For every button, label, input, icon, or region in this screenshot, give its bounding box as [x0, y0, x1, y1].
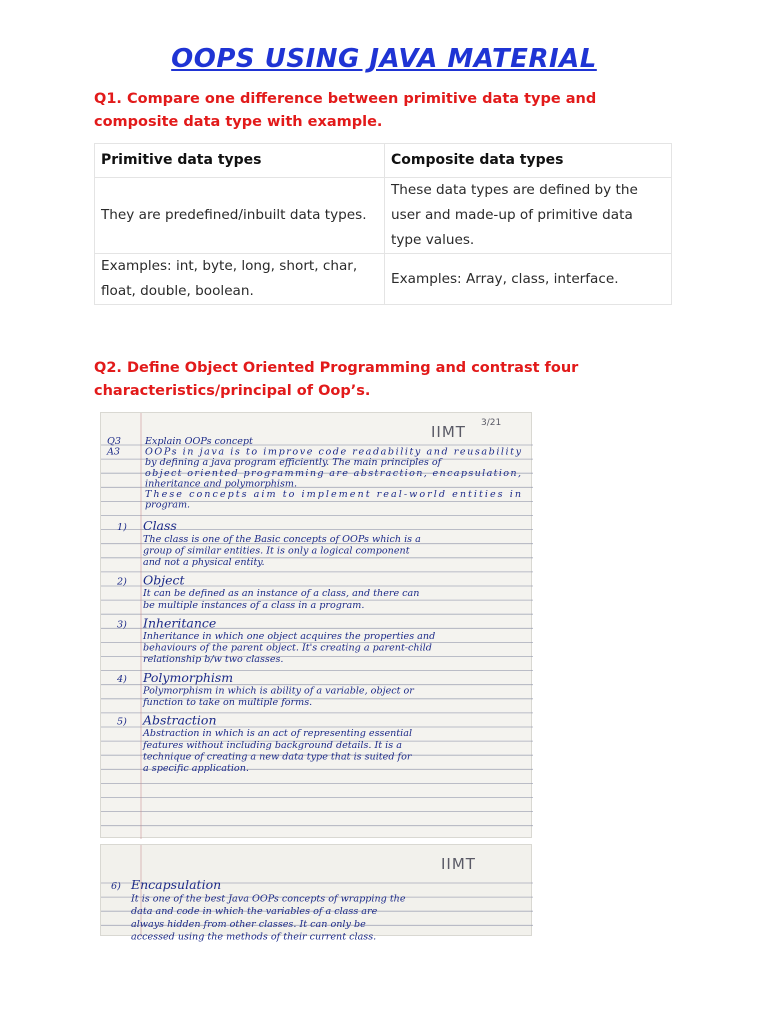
handwritten-line: Polymorphism in which is ability of a variable, object or — [143, 685, 414, 697]
handwritten-line: always hidden from other classes. It can only be — [131, 918, 366, 930]
table-cell: These data types are defined by the user and made-up of primitive data type values. — [385, 178, 672, 254]
comparison-table — [94, 143, 672, 305]
section-number: 6) — [111, 881, 121, 892]
table-row — [95, 178, 672, 254]
handwritten-line: a specific application. — [143, 763, 249, 774]
handwritten-line: data and code in which the variables of a class are — [131, 906, 378, 918]
handwritten-notes-image-2 — [100, 844, 532, 943]
question-1: Q1. Compare one difference between primitive data type and composite data type with example. — [94, 91, 597, 130]
section-heading: Encapsulation — [131, 877, 222, 892]
question-label: Q3 — [107, 436, 121, 447]
handwritten-notes-image-1 — [100, 412, 532, 838]
section-number: 4) — [117, 673, 127, 685]
handwritten-line: These concepts aim to implement real-world entities in — [145, 489, 522, 500]
section-number: 1) — [117, 522, 127, 534]
page-number: 3/21 — [481, 418, 502, 428]
table-cell: Examples: int, byte, long, short, char, float, double, boolean. — [95, 254, 385, 305]
section-heading: Abstraction — [143, 712, 217, 728]
question-text: Explain OOPs concept — [145, 436, 253, 447]
answer-label: A3 — [107, 446, 121, 458]
table-header-primitive: Primitive data types — [95, 144, 385, 178]
section-heading: Class — [143, 518, 177, 534]
document-title: OOPS USING JAVA MATERIAL — [171, 44, 597, 74]
section-heading: Object — [143, 572, 185, 588]
handwritten-line: program. — [145, 499, 191, 511]
notebook-page-2 — [101, 845, 533, 943]
handwritten-line: function to take on multiple forms. — [143, 697, 313, 708]
handwritten-line: group of similar entities. It is only a logical component — [143, 545, 410, 557]
handwritten-line: The class is one of the Basic concepts of OOPs which is a — [143, 533, 421, 545]
handwritten-line: accessed using the methods of their current class. — [131, 931, 377, 943]
handwritten-line: features without including background details. It is a — [143, 739, 402, 751]
question-2: Q2. Define Object Oriented Programming and contrast four characteristics/principal of Oop’s. — [94, 360, 579, 399]
section-heading: Polymorphism — [143, 669, 234, 685]
handwritten-line: Abstraction in which is an act of representing essential — [143, 728, 413, 740]
table-cell: Examples: Array, class, interface. — [385, 254, 672, 305]
handwritten-line: Inheritance in which one object acquires the properties and — [143, 631, 436, 642]
handwritten-line: inheritance and polymorphism. — [145, 478, 298, 490]
handwritten-line: by defining a java program efficiently. The main principles of — [145, 457, 442, 469]
section-heading: Inheritance — [143, 615, 217, 631]
handwritten-line: OOPs in java is to improve code readability and reusability — [145, 446, 521, 458]
handwritten-line: It is one of the best Java OOPs concepts of wrapping the — [131, 893, 406, 905]
table-header-composite: Composite data types — [385, 144, 672, 178]
brand-logo-text: IIMT — [441, 855, 476, 873]
notebook-page-1 — [101, 413, 533, 839]
section-number: 2) — [117, 576, 127, 588]
handwritten-line: relationship b/w two classes. — [143, 654, 284, 666]
handwritten-line: and not a physical entity. — [143, 557, 265, 568]
table-row — [95, 254, 672, 305]
handwritten-line: technique of creating a new data type that is suited for — [143, 751, 412, 763]
section-number: 3) — [117, 619, 127, 631]
table-cell: They are predefined/inbuilt data types. — [95, 178, 385, 254]
section-number: 5) — [117, 716, 127, 728]
handwritten-line: object oriented programming are abstraction, encapsulation, — [145, 467, 521, 479]
brand-logo-text: IIMT — [431, 423, 466, 441]
handwritten-line: It can be defined as an instance of a class, and there can — [143, 588, 420, 600]
handwritten-line: be multiple instances of a class in a program. — [143, 599, 365, 611]
table-header-row — [95, 144, 672, 178]
handwritten-line: behaviours of the parent object. It's creating a parent-child — [143, 642, 432, 654]
